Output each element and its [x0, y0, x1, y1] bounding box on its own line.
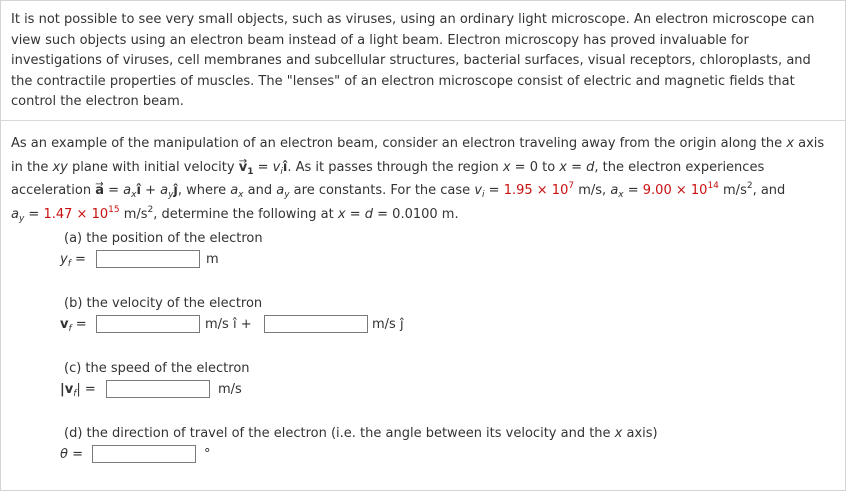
yf-symbol: $y_f$ =: [60, 252, 86, 269]
part-b-label: (b) the velocity of the electron: [64, 296, 263, 311]
speed-input[interactable]: [106, 380, 210, 398]
velocity-i-unit: m/s î +: [205, 317, 252, 332]
position-yf-input[interactable]: [96, 250, 200, 268]
part-d-label: (d) the direction of travel of the electron (i.e. the angle between its velocity and the x axis): [64, 426, 658, 441]
problem-statement: As an example of the manipulation of an electron beam, consider an electron traveling away from the origin along the x axis in the xy plane with initial velocity → $v_1$ = $v_iî$. As it passes through the region x = 0 to x = d, the electron experiences acceleration → $a = a_xî$ + $a_yĵ$, where $a_x$ and $a_y$ are constants. For the case $v_i = 1.95 \times 10^7$ m/s, $a_x = 9.00 \times 10^{14}$ $m/s^2$, and $a_y = 1.47 \times 10^{15}$ $m/s^2$, determine the following at x = d = 0.0100 m.: [11, 132, 833, 226]
velocity-i-input[interactable]: [96, 315, 200, 333]
intro-paragraph: It is not possible to see very small objects, such as viruses, using an ordinary light microscope. An electron microscope can view such objects using an electron beam instead of a light beam. Electron microscopy has proved invaluable for investigations of viruses, cell membranes and subcellular structures, bacterial surfaces, visual receptors, chloroplasts, and the contractile properties of muscles. The "lenses" of an electron microscope consist of electric and magnetic fields that control the electron beam.: [11, 12, 815, 109]
velocity-j-input[interactable]: [264, 315, 368, 333]
acceleration-vector-symbol: → a: [95, 183, 104, 198]
part-a-label: (a) the position of the electron: [64, 231, 263, 246]
vf-symbol: $v_f$ =: [60, 317, 87, 334]
ay-given-value: $1.47 \times 10^{15}$: [43, 204, 120, 222]
part-c-label: (c) the speed of the electron: [64, 361, 250, 376]
speed-unit: m/s: [218, 382, 242, 397]
ax-given-value: $9.00 \times 10^{14}$: [642, 181, 719, 198]
degree-unit: °: [204, 447, 211, 462]
speed-symbol: $|v_f|$ =: [60, 382, 96, 399]
direction-angle-input[interactable]: [92, 445, 196, 463]
theta-symbol: θ =: [60, 447, 83, 462]
v1-vector-symbol: → v: [239, 160, 247, 175]
section-divider: [1, 120, 845, 121]
vi-given-value: $1.95 \times 10^7$: [503, 181, 575, 198]
position-unit: m: [206, 252, 219, 267]
velocity-j-unit: m/s ĵ: [372, 317, 404, 332]
